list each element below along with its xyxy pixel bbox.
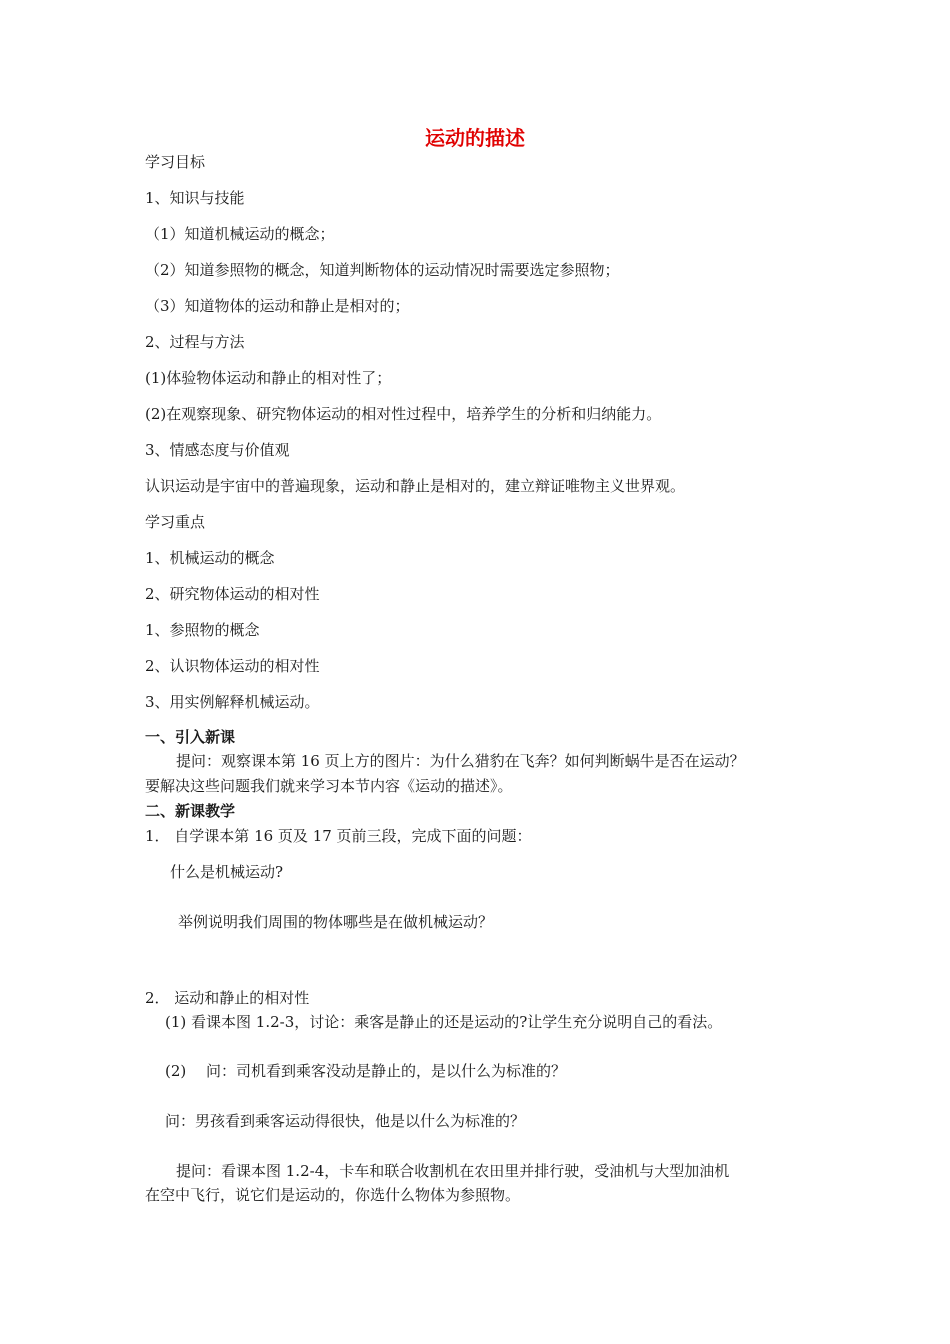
key-point-item: 3、用实例解释机械运动。 bbox=[145, 693, 320, 711]
objectives-heading: 学习目标 bbox=[145, 153, 206, 171]
question-2-4-cont: 在空中飞行，说它们是运动的，你选什么物体为参照物。 bbox=[145, 1186, 521, 1204]
document-title: 运动的描述 bbox=[425, 126, 525, 150]
question-1: 1． 自学课本第 16 页及 17 页前三段，完成下面的问题： bbox=[145, 827, 532, 845]
question-1b: 举例说明我们周围的物体哪些是在做机械运动？ bbox=[178, 913, 494, 931]
section-process-method: 2、过程与方法 bbox=[145, 333, 245, 351]
teaching-heading: 二、新课教学 bbox=[145, 802, 236, 820]
question-2-2: (2) 问：司机看到乘客没动是静止的，是以什么为标准的？ bbox=[165, 1062, 567, 1080]
objective-item: （3）知道物体的运动和静止是相对的； bbox=[145, 297, 410, 315]
key-points-heading: 学习重点 bbox=[145, 513, 206, 531]
question-1a: 什么是机械运动? bbox=[170, 863, 284, 881]
key-point-item: 1、机械运动的概念 bbox=[145, 549, 275, 567]
question-2: 2． 运动和静止的相对性 bbox=[145, 989, 310, 1007]
intro-heading: 一、引入新课 bbox=[145, 728, 236, 746]
intro-question: 提问：观察课本第 16 页上方的图片：为什么猎豹在飞奔？如何判断蜗牛是否在运动？ bbox=[176, 752, 745, 770]
objective-item: (1)体验物体运动和静止的相对性了； bbox=[145, 369, 392, 387]
objective-text: 认识运动是宇宙中的普遍现象，运动和静止是相对的，建立辩证唯物主义世界观。 bbox=[145, 477, 686, 495]
key-point-item: 2、研究物体运动的相对性 bbox=[145, 585, 320, 603]
intro-question-cont: 要解决这些问题我们就来学习本节内容《运动的描述》。 bbox=[145, 777, 513, 795]
key-point-item: 1、参照物的概念 bbox=[145, 621, 260, 639]
question-2-4: 提问：看课本图 1.2-4，卡车和联合收割机在农田里并排行驶，受油机与大型加油机 bbox=[176, 1162, 730, 1180]
section-attitude-values: 3、情感态度与价值观 bbox=[145, 441, 290, 459]
question-2-3: 问：男孩看到乘客运动得很快，他是以什么为标准的？ bbox=[165, 1112, 526, 1130]
key-point-item: 2、认识物体运动的相对性 bbox=[145, 657, 320, 675]
question-2-1: (1) 看课本图 1.2-3，讨论：乘客是静止的还是运动的?让学生充分说明自己的看法。 bbox=[165, 1013, 723, 1031]
objective-item: （2）知道参照物的概念，知道判断物体的运动情况时需要选定参照物； bbox=[145, 261, 620, 279]
section-knowledge-skills: 1、知识与技能 bbox=[145, 189, 245, 207]
objective-item: （1）知道机械运动的概念； bbox=[145, 225, 335, 243]
objective-item: (2)在观察现象、研究物体运动的相对性过程中，培养学生的分析和归纳能力。 bbox=[145, 405, 662, 423]
